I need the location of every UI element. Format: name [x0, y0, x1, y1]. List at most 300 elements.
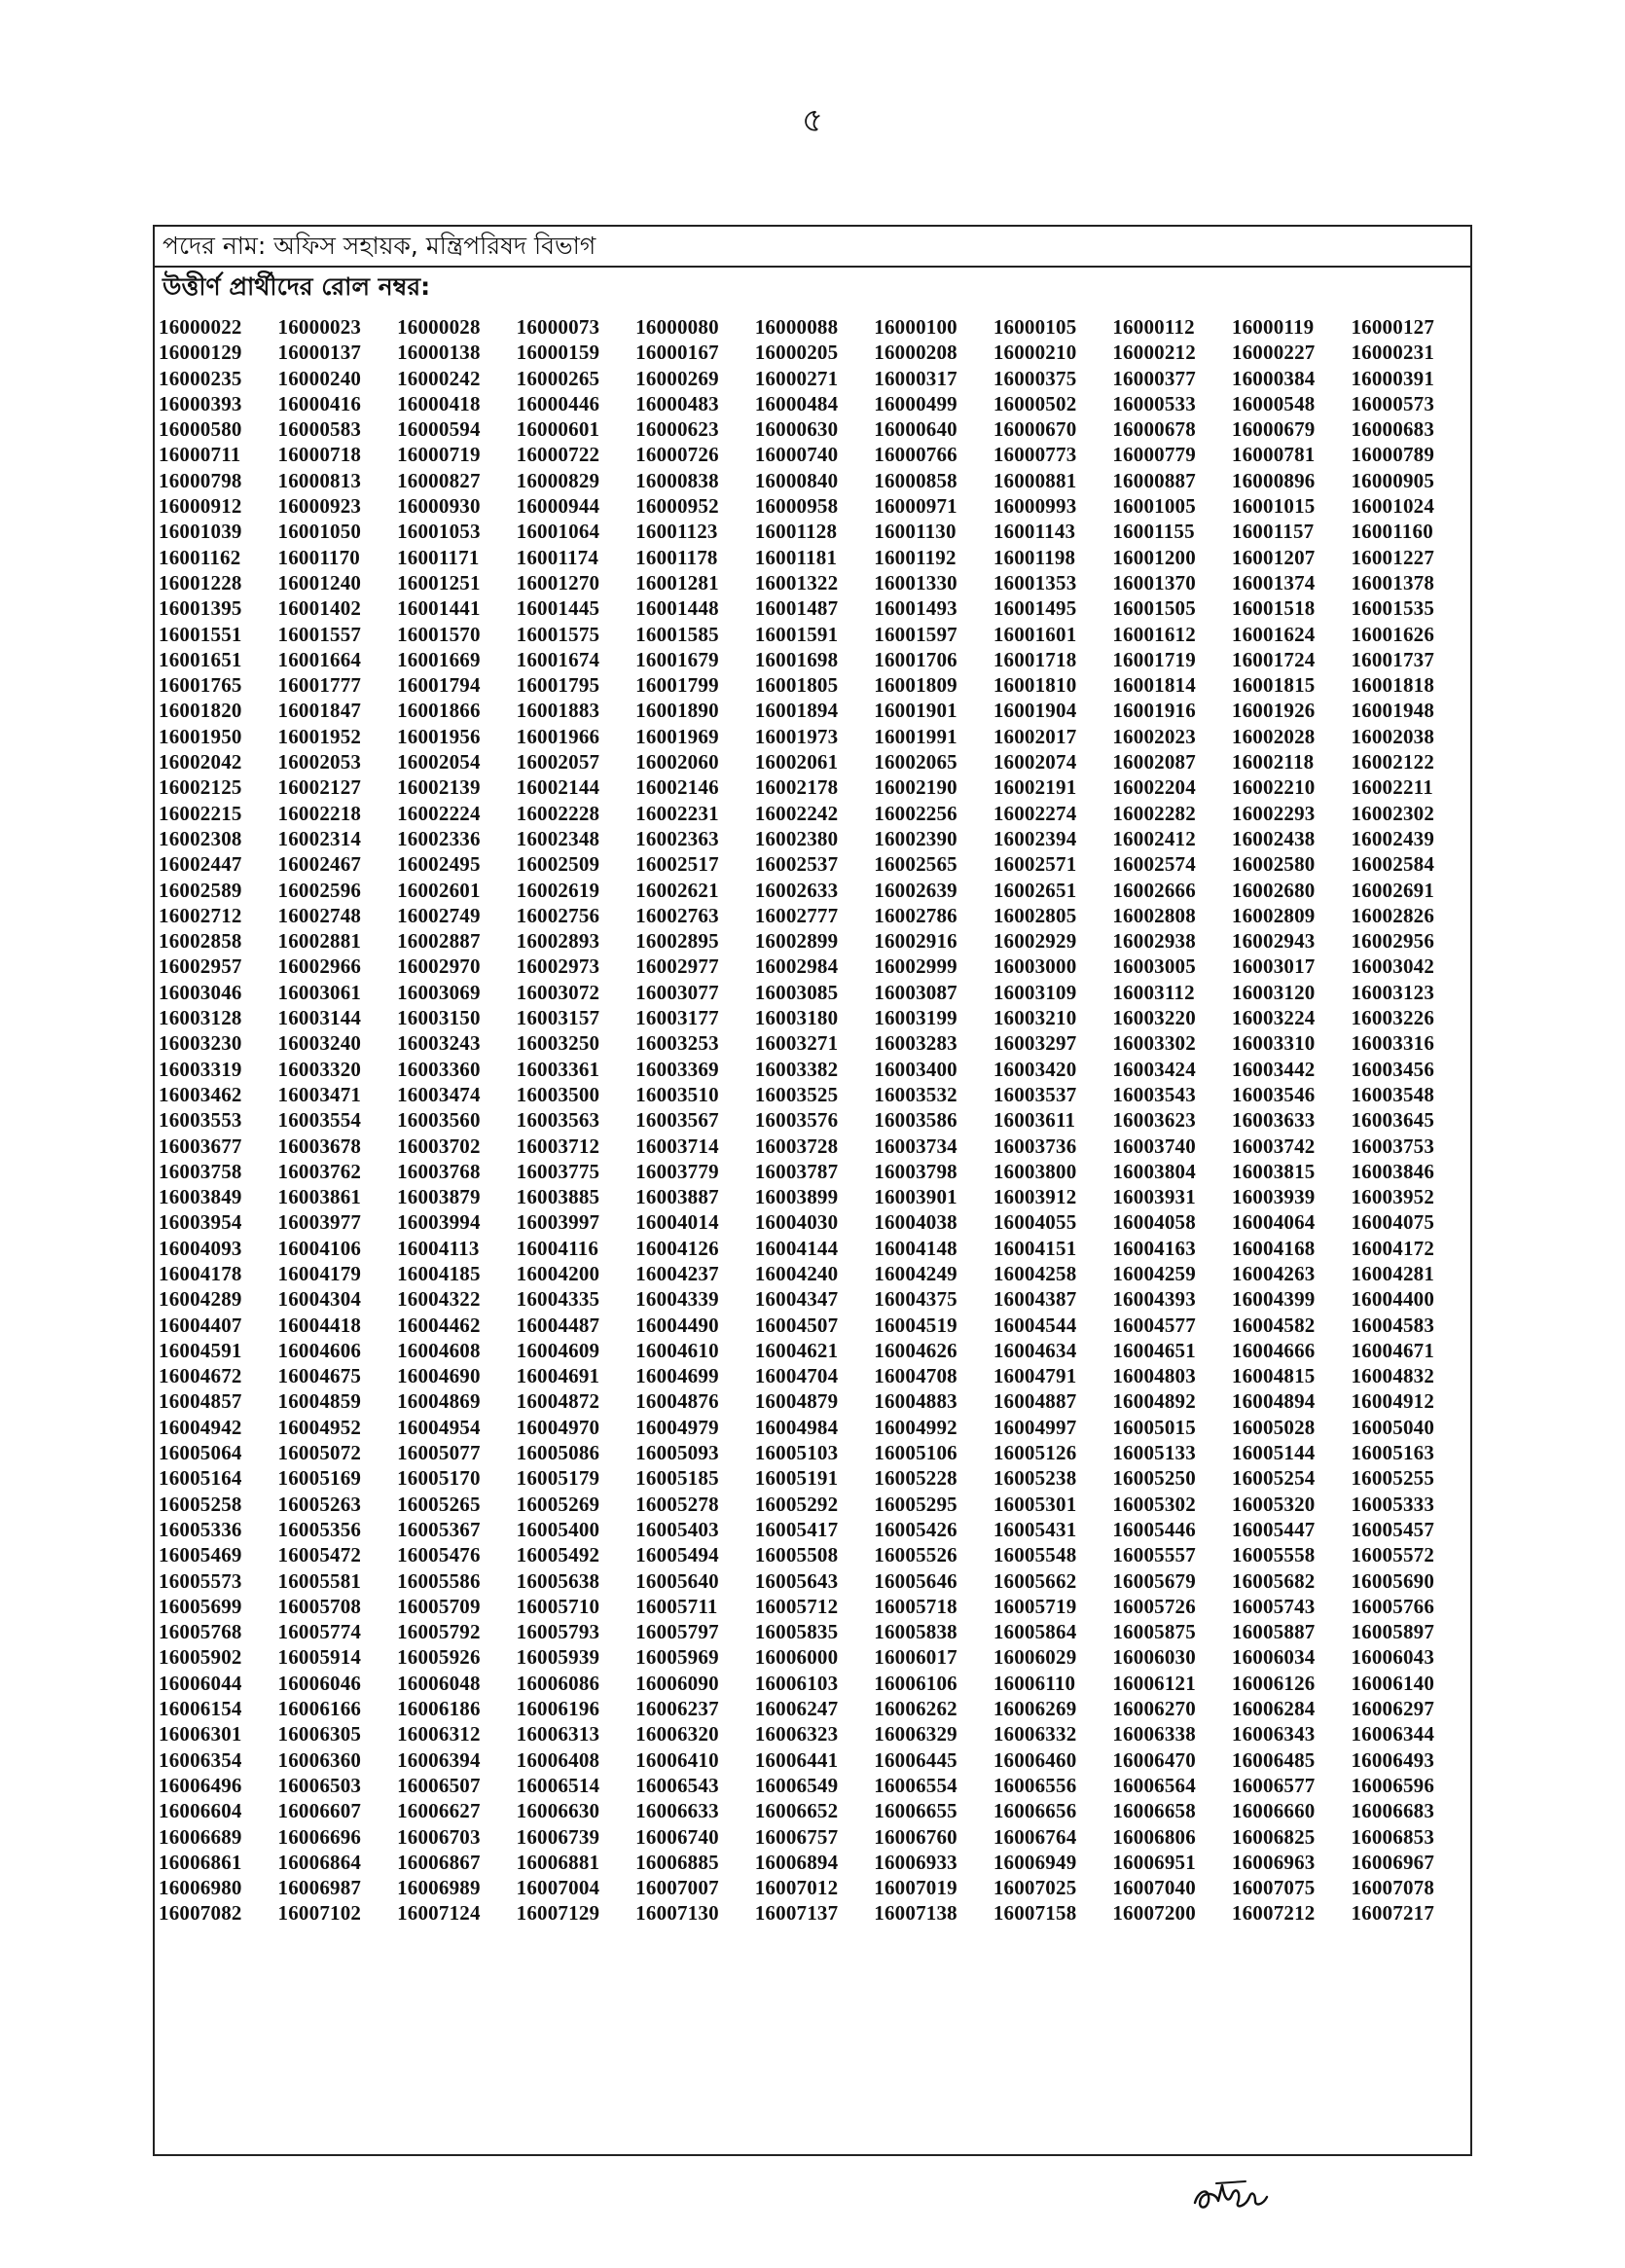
roll-number-cell: 16000594 — [397, 417, 481, 442]
roll-number-cell: 16005548 — [993, 1543, 1077, 1567]
roll-number-cell: 16000993 — [993, 494, 1077, 519]
roll-number-cell: 16006656 — [993, 1799, 1077, 1823]
roll-number-cell: 16000726 — [635, 443, 719, 467]
roll-number-cell: 16001894 — [754, 699, 839, 723]
roll-number-cell: 16004116 — [516, 1236, 599, 1260]
roll-number-cell: 16004249 — [874, 1261, 957, 1285]
roll-number-cell: 16001815 — [1231, 673, 1316, 698]
roll-number-cell: 16004263 — [1231, 1261, 1316, 1285]
roll-number-cell: 16001551 — [159, 622, 242, 646]
roll-number-cell: 16003424 — [1112, 1057, 1196, 1081]
roll-number-cell: 16003645 — [1351, 1108, 1435, 1133]
roll-number-cell: 16002380 — [754, 826, 839, 850]
roll-number-cell: 16002956 — [1351, 929, 1435, 954]
roll-number-cell: 16002210 — [1231, 775, 1316, 800]
roll-number-cell: 16002438 — [1231, 826, 1316, 850]
roll-number-cell: 16004954 — [397, 1415, 481, 1439]
roll-number-cell: 16002537 — [754, 852, 839, 877]
roll-number-cell: 16001698 — [754, 647, 839, 671]
roll-number-cell: 16004168 — [1231, 1236, 1316, 1260]
roll-number-cell: 16001374 — [1231, 570, 1316, 594]
roll-number-cell: 16003543 — [1112, 1082, 1196, 1106]
roll-number-cell: 16001916 — [1112, 699, 1196, 723]
post-title: পদের নাম: অফিস সহায়ক, মন্ত্রিপরিষদ বিভাগ — [155, 227, 1470, 268]
roll-number-cell: 16002899 — [754, 929, 839, 954]
roll-number-cell: 16002224 — [397, 801, 481, 825]
roll-number-cell: 16001674 — [516, 647, 600, 671]
roll-number-cell: 16005015 — [1112, 1415, 1196, 1439]
roll-number-cell: 16005492 — [516, 1543, 600, 1567]
roll-number-cell: 16002621 — [635, 878, 719, 902]
roll-number-cell: 16004992 — [874, 1415, 957, 1439]
roll-number-cell: 16000711 — [159, 443, 241, 467]
roll-number-cell: 16006262 — [874, 1697, 957, 1721]
roll-number-cell: 16006987 — [277, 1876, 362, 1900]
roll-number-cell: 16005712 — [754, 1594, 839, 1618]
roll-number-cell: 16006470 — [1112, 1747, 1196, 1772]
roll-number-cell: 16006867 — [397, 1850, 481, 1874]
roll-number-cell: 16000137 — [277, 341, 362, 365]
roll-number-cell: 16005336 — [159, 1517, 242, 1541]
roll-number-cell: 16001130 — [874, 520, 957, 544]
roll-number-cell: 16000499 — [874, 391, 957, 415]
roll-number-cell: 16006764 — [993, 1824, 1077, 1849]
page-number: ৫ — [801, 101, 824, 140]
roll-number-cell: 16006549 — [754, 1773, 839, 1797]
roll-number-cell: 16006044 — [159, 1671, 242, 1695]
roll-number-cell: 16006090 — [635, 1671, 719, 1695]
roll-number-cell: 16001227 — [1351, 545, 1435, 569]
roll-number-cell: 16004544 — [993, 1313, 1077, 1337]
roll-number-cell: 16002065 — [874, 750, 957, 774]
roll-number-cell: 16000887 — [1112, 468, 1196, 492]
roll-number-cell: 16006980 — [159, 1876, 242, 1900]
roll-number-cell: 16001064 — [516, 520, 600, 544]
roll-number-cell: 16000023 — [277, 315, 362, 339]
roll-number-cell: 16006410 — [635, 1747, 719, 1772]
roll-number-cell: 16006121 — [1112, 1671, 1196, 1695]
roll-number-cell: 16002957 — [159, 954, 242, 979]
roll-number-cell: 16004803 — [1112, 1364, 1196, 1388]
roll-number-cell: 16002589 — [159, 878, 242, 902]
roll-number-cell: 16000231 — [1351, 341, 1435, 365]
roll-number-cell: 16003678 — [277, 1134, 362, 1158]
roll-number-cell: 16004339 — [635, 1287, 719, 1312]
roll-number-cell: 16005250 — [1112, 1466, 1196, 1491]
roll-number-cell: 16005255 — [1351, 1466, 1435, 1491]
roll-number-cell: 16002601 — [397, 878, 481, 902]
roll-number-cell: 16005719 — [993, 1594, 1077, 1618]
roll-number-cell: 16003849 — [159, 1185, 242, 1209]
roll-number-cell: 16006989 — [397, 1876, 481, 1900]
roll-number-cell: 16002680 — [1231, 878, 1316, 902]
roll-number-cell: 16003128 — [159, 1006, 242, 1030]
roll-number-cell: 16006683 — [1351, 1799, 1435, 1823]
roll-number-cell: 16002122 — [1351, 750, 1435, 774]
roll-number-cell: 16005469 — [159, 1543, 242, 1567]
roll-number-cell: 16004014 — [635, 1210, 719, 1235]
roll-number-cell: 16001799 — [635, 673, 719, 698]
roll-number-cell: 16001160 — [1351, 520, 1433, 544]
roll-number-cell: 16007102 — [277, 1901, 362, 1926]
roll-number-cell: 16000971 — [874, 494, 957, 519]
roll-number-cell: 16002348 — [516, 826, 600, 850]
roll-number-cell: 16003952 — [1351, 1185, 1435, 1209]
roll-number-cell: 16004038 — [874, 1210, 957, 1235]
roll-number-cell: 16004857 — [159, 1389, 242, 1414]
roll-number-cell: 16003977 — [277, 1210, 362, 1235]
roll-number-cell: 16002394 — [993, 826, 1077, 850]
roll-number-cell: 16000840 — [754, 468, 839, 492]
roll-number-cell: 16004172 — [1351, 1236, 1435, 1260]
roll-number-cell: 16004113 — [397, 1236, 480, 1260]
roll-number-cell: 16007012 — [754, 1876, 839, 1900]
roll-number-cell: 16005254 — [1231, 1466, 1316, 1491]
roll-number-cell: 16005164 — [159, 1466, 242, 1491]
roll-number-cell: 16004704 — [754, 1364, 839, 1388]
roll-number-cell: 16001174 — [516, 545, 599, 569]
roll-number-cell: 16003677 — [159, 1134, 242, 1158]
roll-number-cell: 16005278 — [635, 1492, 719, 1516]
roll-number-cell: 16003804 — [1112, 1159, 1196, 1183]
roll-number-cell: 16005792 — [397, 1620, 481, 1644]
roll-number-cell: 16004691 — [516, 1364, 600, 1388]
roll-number-cell: 16001777 — [277, 673, 362, 698]
roll-number-cell: 16005446 — [1112, 1517, 1196, 1541]
roll-number-cell: 16006556 — [993, 1773, 1077, 1797]
roll-number-cell: 16003901 — [874, 1185, 957, 1209]
roll-number-cell: 16007025 — [993, 1876, 1077, 1900]
roll-number-cell: 16004708 — [874, 1364, 957, 1388]
roll-number-cell: 16003815 — [1231, 1159, 1316, 1183]
roll-number-cell: 16002580 — [1231, 852, 1316, 877]
roll-number-cell: 16005926 — [397, 1645, 481, 1670]
roll-number-cell: 16005897 — [1351, 1620, 1435, 1644]
roll-number-cell: 16007212 — [1231, 1901, 1316, 1926]
roll-number-cell: 16003000 — [993, 954, 1077, 979]
roll-number-cell: 16001518 — [1231, 596, 1316, 621]
roll-number-cell: 16004970 — [516, 1415, 600, 1439]
roll-number-cell: 16002809 — [1231, 903, 1316, 927]
roll-number-cell: 16004690 — [397, 1364, 481, 1388]
roll-number-cell: 16000073 — [516, 315, 600, 339]
roll-number-cell: 16007138 — [874, 1901, 957, 1926]
roll-number-cell: 16004634 — [993, 1338, 1077, 1362]
roll-number-cell: 16003310 — [1231, 1031, 1316, 1056]
roll-number-cell: 16000580 — [159, 417, 242, 442]
roll-number-cell: 16006196 — [516, 1697, 600, 1721]
roll-number-cell: 16003042 — [1351, 954, 1435, 979]
roll-number-cell: 16001809 — [874, 673, 957, 698]
roll-number-cell: 16007007 — [635, 1876, 719, 1900]
roll-number-cell: 16005476 — [397, 1543, 481, 1567]
roll-number-cell: 16005133 — [1112, 1441, 1196, 1465]
roll-number-cell: 16002412 — [1112, 826, 1196, 850]
roll-number-cell: 16003157 — [516, 1006, 600, 1030]
roll-number-cell: 16007124 — [397, 1901, 481, 1926]
roll-number-cell: 16003885 — [516, 1185, 600, 1209]
roll-number-cell: 16002749 — [397, 903, 481, 927]
roll-number-cell: 16006103 — [754, 1671, 839, 1695]
roll-number-cell: 16006825 — [1231, 1824, 1316, 1849]
roll-number-cell: 16003768 — [397, 1159, 481, 1183]
roll-number-cell: 16007158 — [993, 1901, 1077, 1926]
roll-number-cell: 16006029 — [993, 1645, 1077, 1670]
roll-number-cell: 16004608 — [397, 1338, 481, 1362]
roll-number-cell: 16001597 — [874, 622, 957, 646]
roll-number-cell: 16002571 — [993, 852, 1077, 877]
roll-number-cell: 16005086 — [516, 1441, 600, 1465]
roll-number-cell: 16005144 — [1231, 1441, 1316, 1465]
roll-number-cell: 16006757 — [754, 1824, 839, 1849]
roll-number-cell: 16002139 — [397, 775, 481, 800]
roll-number-cell: 16006313 — [516, 1722, 600, 1746]
roll-number-cell: 16001724 — [1231, 647, 1316, 671]
roll-number-cell: 16000573 — [1351, 391, 1435, 415]
roll-number-cell: 16006543 — [635, 1773, 719, 1797]
roll-number-cell: 16000317 — [874, 366, 957, 390]
roll-number-cell: 16003442 — [1231, 1057, 1316, 1081]
roll-number-cell: 16000722 — [516, 443, 600, 467]
roll-number-cell: 16006739 — [516, 1824, 600, 1849]
roll-number-cell: 16003226 — [1351, 1006, 1435, 1030]
roll-number-cell: 16003085 — [754, 980, 839, 1004]
roll-number-cell: 16003532 — [874, 1082, 957, 1106]
roll-number-cell: 16001969 — [635, 724, 719, 748]
roll-number-cell: 16006323 — [754, 1722, 839, 1746]
roll-number-cell: 16006360 — [277, 1747, 362, 1772]
roll-number-cell: 16004375 — [874, 1287, 957, 1312]
roll-number-cell: 16002929 — [993, 929, 1077, 954]
roll-number-cell: 16003123 — [1351, 980, 1435, 1004]
roll-number-cell: 16004791 — [993, 1364, 1077, 1388]
roll-number-cell: 16002808 — [1112, 903, 1196, 927]
roll-number-cell: 16006596 — [1351, 1773, 1435, 1797]
roll-number-cell: 16003736 — [993, 1134, 1077, 1158]
roll-number-cell: 16003560 — [397, 1108, 481, 1133]
roll-number-cell: 16006312 — [397, 1722, 481, 1746]
roll-number-cell: 16001171 — [397, 545, 480, 569]
roll-number-cell: 16004883 — [874, 1389, 957, 1414]
roll-number-cell: 16002777 — [754, 903, 839, 927]
roll-number-cell: 16004058 — [1112, 1210, 1196, 1235]
roll-number-cell: 16003297 — [993, 1031, 1077, 1056]
roll-number-cell: 16005179 — [516, 1466, 600, 1491]
roll-number-cell: 16005320 — [1231, 1492, 1316, 1516]
roll-number-cell: 16001901 — [874, 699, 957, 723]
roll-number-cell: 16001795 — [516, 673, 600, 698]
roll-number-cell: 16001395 — [159, 596, 242, 621]
roll-number-cell: 16003220 — [1112, 1006, 1196, 1030]
roll-number-cell: 16004030 — [754, 1210, 839, 1235]
roll-number-cell: 16002984 — [754, 954, 839, 979]
roll-number-cell: 16002495 — [397, 852, 481, 877]
roll-number-cell: 16002302 — [1351, 801, 1435, 825]
roll-number-cell: 16002666 — [1112, 878, 1196, 902]
roll-number-cell: 16005526 — [874, 1543, 957, 1567]
roll-number-cell: 16002053 — [277, 750, 362, 774]
roll-number-cell: 16000640 — [874, 417, 957, 442]
roll-number-cell: 16003912 — [993, 1185, 1077, 1209]
roll-number-cell: 16000952 — [635, 494, 719, 519]
roll-number-cell: 16006441 — [754, 1747, 839, 1772]
roll-number-cell: 16006564 — [1112, 1773, 1196, 1797]
roll-number-cell: 16003320 — [277, 1057, 362, 1081]
roll-number-cell: 16004507 — [754, 1313, 839, 1337]
roll-number-cell: 16005887 — [1231, 1620, 1316, 1644]
roll-number-cell: 16000781 — [1231, 443, 1316, 467]
roll-number-cell: 16006963 — [1231, 1850, 1316, 1874]
roll-number-cell: 16006604 — [159, 1799, 242, 1823]
roll-number-cell: 16006933 — [874, 1850, 957, 1874]
roll-number-cell: 16004400 — [1351, 1287, 1435, 1312]
roll-number-cell: 16001818 — [1351, 673, 1435, 698]
roll-number-cell: 16000930 — [397, 494, 481, 519]
roll-number-cell: 16002204 — [1112, 775, 1196, 800]
roll-number-cell: 16002651 — [993, 878, 1077, 902]
roll-number-cell: 16004952 — [277, 1415, 362, 1439]
roll-number-cell: 16000384 — [1231, 366, 1316, 390]
roll-number-cell: 16002023 — [1112, 724, 1196, 748]
roll-number-cell: 16005793 — [516, 1620, 600, 1644]
roll-number-cell: 16004879 — [754, 1389, 839, 1414]
roll-number-cell: 16002038 — [1351, 724, 1435, 748]
roll-number-cell: 16005238 — [993, 1466, 1077, 1491]
roll-number-cell: 16002215 — [159, 801, 242, 825]
roll-number-cell: 16000813 — [277, 468, 362, 492]
roll-number-cell: 16006660 — [1231, 1799, 1316, 1823]
roll-number-cell: 16005718 — [874, 1594, 957, 1618]
roll-number-cell: 16002805 — [993, 903, 1077, 927]
roll-number-cell: 16006689 — [159, 1824, 242, 1849]
roll-number-cell: 16004487 — [516, 1313, 600, 1337]
roll-number-cell: 16003087 — [874, 980, 957, 1004]
roll-number-cell: 16005699 — [159, 1594, 242, 1618]
roll-number-cell: 16005558 — [1231, 1543, 1316, 1567]
roll-number-cell: 16006343 — [1231, 1722, 1316, 1746]
roll-number-cell: 16003939 — [1231, 1185, 1316, 1209]
roll-number-cell: 16001535 — [1351, 596, 1435, 621]
roll-number-cell: 16001952 — [277, 724, 362, 748]
roll-number-cell: 16004582 — [1231, 1313, 1316, 1337]
roll-number-cell: 16000210 — [993, 341, 1077, 365]
roll-number-cell: 16003525 — [754, 1082, 839, 1106]
roll-number-cell: 16006408 — [516, 1747, 600, 1772]
roll-number-cell: 16003633 — [1231, 1108, 1316, 1133]
roll-number-cell: 16001948 — [1351, 699, 1435, 723]
roll-number-cell: 16000630 — [754, 417, 839, 442]
roll-number-cell: 16000242 — [397, 366, 481, 390]
roll-number-cell: 16005638 — [516, 1568, 600, 1593]
roll-number-cell: 16003250 — [516, 1031, 600, 1056]
roll-number-cell: 16003887 — [635, 1185, 719, 1209]
roll-number-cell: 16001178 — [635, 545, 718, 569]
roll-number-cell: 16001664 — [277, 647, 362, 671]
roll-number-cell: 16006881 — [516, 1850, 600, 1874]
roll-number-cell: 16003077 — [635, 980, 719, 1004]
roll-number-cell: 16005263 — [277, 1492, 362, 1516]
roll-number-cell: 16002125 — [159, 775, 242, 800]
roll-number-cell: 16004672 — [159, 1364, 242, 1388]
roll-number-cell: 16001585 — [635, 622, 719, 646]
roll-number-cell: 16002509 — [516, 852, 600, 877]
roll-number-cell: 16002584 — [1351, 852, 1435, 877]
roll-number-cell: 16005726 — [1112, 1594, 1196, 1618]
roll-number-cell: 16003798 — [874, 1159, 957, 1183]
roll-number-cell: 16005508 — [754, 1543, 839, 1567]
roll-number-cell: 16002999 — [874, 954, 957, 979]
roll-number-cell: 16002118 — [1231, 750, 1315, 774]
roll-number-cell: 16005367 — [397, 1517, 481, 1541]
roll-number-cell: 16005072 — [277, 1441, 362, 1465]
roll-number-cell: 16004126 — [635, 1236, 719, 1260]
roll-number-cell: 16000881 — [993, 468, 1077, 492]
roll-number-cell: 16005431 — [993, 1517, 1077, 1541]
roll-number-cell: 16001706 — [874, 647, 957, 671]
roll-number-cell: 16006305 — [277, 1722, 362, 1746]
roll-number-cell: 16005643 — [754, 1568, 839, 1593]
roll-number-cell: 16003210 — [993, 1006, 1077, 1030]
roll-number-cell: 16006284 — [1231, 1697, 1316, 1721]
roll-number-cell: 16001626 — [1351, 622, 1435, 646]
roll-number-cell: 16001820 — [159, 699, 242, 723]
roll-number-cell: 16004304 — [277, 1287, 362, 1312]
roll-number-cell: 16000208 — [874, 341, 957, 365]
roll-number-cell: 16001651 — [159, 647, 242, 671]
roll-number-cell: 16001441 — [397, 596, 481, 621]
roll-number-cell: 16000670 — [993, 417, 1077, 442]
roll-number-cell: 16005169 — [277, 1466, 362, 1491]
results-table — [153, 225, 1472, 2156]
roll-number-cell: 16000235 — [159, 366, 242, 390]
roll-number-cell: 16003623 — [1112, 1108, 1196, 1133]
roll-number-cell: 16004519 — [874, 1313, 957, 1337]
roll-number-cell: 16004490 — [635, 1313, 719, 1337]
roll-number-cell: 16000583 — [277, 417, 362, 442]
roll-number-cell: 16000446 — [516, 391, 600, 415]
roll-number-cell: 16005682 — [1231, 1568, 1316, 1593]
roll-number-cell: 16000679 — [1231, 417, 1316, 442]
roll-number-cell: 16003537 — [993, 1082, 1077, 1106]
roll-number-cell: 16000718 — [277, 443, 362, 467]
roll-number-cell: 16006338 — [1112, 1722, 1196, 1746]
roll-number-cell: 16000779 — [1112, 443, 1196, 467]
roll-number-cell: 16005711 — [635, 1594, 718, 1618]
roll-number-cell: 16000205 — [754, 341, 839, 365]
roll-number-cell: 16004675 — [277, 1364, 362, 1388]
roll-number-cell: 16006885 — [635, 1850, 719, 1874]
roll-number-cell: 16007129 — [516, 1901, 600, 1926]
roll-number-cell: 16003554 — [277, 1108, 362, 1133]
roll-number-cell: 16005356 — [277, 1517, 362, 1541]
roll-number-cell: 16003563 — [516, 1108, 600, 1133]
roll-number-cell: 16002938 — [1112, 929, 1196, 954]
roll-number-cell: 16000240 — [277, 366, 362, 390]
roll-number-cell: 16001679 — [635, 647, 719, 671]
roll-number-cell: 16000391 — [1351, 366, 1435, 390]
roll-number-cell: 16006460 — [993, 1747, 1077, 1772]
roll-number-cell: 16002619 — [516, 878, 600, 902]
roll-number-cell: 16006154 — [159, 1697, 242, 1721]
roll-number-cell: 16005690 — [1351, 1568, 1435, 1593]
roll-number-cell: 16006652 — [754, 1799, 839, 1823]
roll-number-cell: 16000138 — [397, 341, 481, 365]
roll-number-cell: 16004407 — [159, 1313, 242, 1337]
roll-number-cell: 16004148 — [874, 1236, 957, 1260]
roll-number-cell: 16005710 — [516, 1594, 600, 1618]
roll-number-cell: 16005709 — [397, 1594, 481, 1618]
roll-number-cell: 16003548 — [1351, 1082, 1435, 1106]
